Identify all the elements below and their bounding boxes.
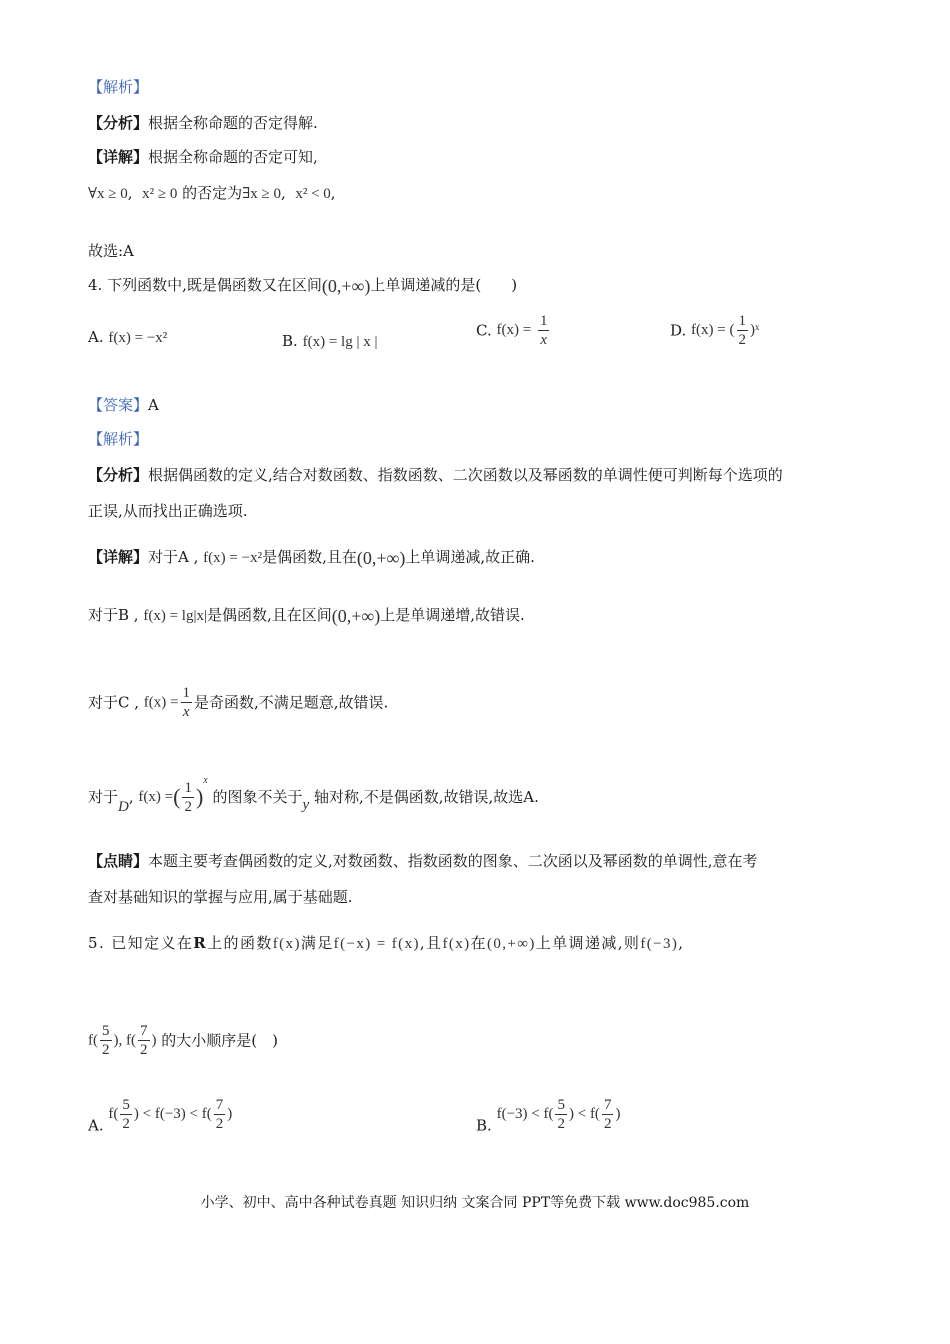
page-footer: 小学、初中、高中各种试卷真题 知识归纳 文案合同 PPT等免费下载 www.doc985.com (200, 1195, 750, 1211)
q4-dianjing: 【点睛】本题主要考查偶函数的定义,对数函数、指数函数的图象、二次函以及幂函数的单调性,意在考 (88, 852, 758, 870)
q4-option-d: D. f(x) = ( $\frac{1}{2}$ )ˣ (670, 313, 760, 348)
q4-stem: 4. 下列函数中,既是偶函数又在区间(0,+∞)上单调递减的是( ) (88, 276, 518, 296)
q4-detail-a: 【详解】对于A , f(x) = −x²是偶函数,且在(0,+∞)上单调递减,故正确. (88, 548, 535, 568)
q3-xiangjie: 【详解】根据全称命题的否定可知, (88, 148, 318, 166)
q4-dianjing-cont: 查对基础知识的掌握与应用,属于基础题. (88, 888, 353, 906)
q5-stem-cont: f( $\frac{5}{2}$ ), f( $\frac{7}{2}$ ) 的大小顺序是( ) (88, 1023, 278, 1058)
q4-detail-c: 对于C , f(x) = $\frac{1}{x}$ 是奇函数,不满足题意,故错误. (88, 685, 389, 720)
q4-answer: 【答案】A (88, 396, 159, 414)
q4-option-b: B. f(x) = lg | x | (282, 332, 378, 350)
q4-option-a: A. f(x) = −x² (88, 328, 168, 346)
q4-fenxi: 【分析】根据偶函数的定义,结合对数函数、指数函数、二次函数以及幂函数的单调性便可判断每个选项的 (88, 466, 783, 484)
q4-detail-d: 对于D, f(x) =( $\frac{1}{2}$ )$^x$ 的图象不关于y 轴对称,不是偶函数,故错误,故选A. (88, 775, 539, 815)
q4-jiexi-heading: 【解析】 (88, 430, 149, 448)
q3-fenxi: 【分析】根据全称命题的否定得解. (88, 114, 318, 132)
q5-option-a: A. f( $\frac{5}{2}$ ) < f(−3) < f( $\frac{7}{2}$ ) (88, 1097, 233, 1135)
q3-negation-line: ∀x ≥ 0, x² ≥ 0 的否定为∃x ≥ 0, x² < 0, (88, 184, 336, 202)
q3-answer-line: 故选:A (88, 242, 134, 260)
q5-option-b: B. f(−3) < f( $\frac{5}{2}$ ) < f( $\frac{7}{2}$ ) (476, 1097, 621, 1135)
q4-option-c: C. f(x) = $\frac{1}{x}$ (476, 313, 548, 348)
q3-jiexi-heading: 【解析】 (88, 78, 149, 96)
q5-stem: 5. 已知定义在R上的函数f(x)满足f(−x) = f(x),且f(x)在(0,+∞)上单调递减,则f(−3), (88, 934, 685, 952)
q4-fenxi-cont: 正误,从而找出正确选项. (88, 502, 248, 520)
q4-detail-b: 对于B , f(x) = lg|x|是偶函数,且在区间(0,+∞)上是单调递增,故错误. (88, 606, 525, 626)
